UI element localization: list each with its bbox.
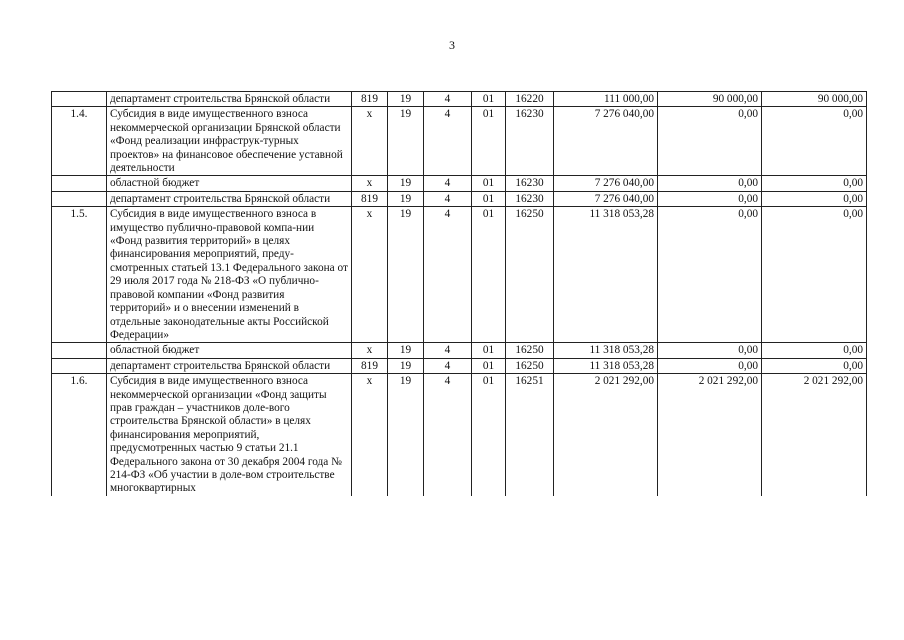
amount-year-1: 7 276 040,00 [554, 191, 658, 206]
grbs-code: 819 [352, 92, 388, 107]
direction-code: 16220 [506, 92, 554, 107]
table-row [52, 191, 867, 206]
event-code: 01 [472, 92, 506, 107]
amount-year-1: 7 276 040,00 [554, 107, 658, 176]
subprogram-code: 4 [424, 358, 472, 373]
row-name: департамент строительства Брянской области [107, 358, 352, 373]
event-code: 01 [472, 358, 506, 373]
row-name: Субсидия в виде имущественного взноса некоммерческой организации «Фонд защиты прав граждан – участников доле-вого строительства Брянской области» в целях финансирования мероприятий, предусмотренных частью 9 статьи 21.1 Федерального закона от 30 декабря 2004 года № 214-ФЗ «Об участии в доле-вом строительстве многоквартирных [107, 374, 352, 496]
grbs-code: 819 [352, 191, 388, 206]
row-name: областной бюджет [107, 343, 352, 358]
grbs-code: х [352, 107, 388, 176]
amount-year-3: 0,00 [762, 176, 867, 191]
program-code: 19 [388, 92, 424, 107]
row-number [52, 92, 107, 107]
amount-year-1: 11 318 053,28 [554, 358, 658, 373]
row-name: Субсидия в виде имущественного взноса в имущество публично-правовой компа-нии «Фонд развития территорий» в целях финансирования мероприятий, преду-смотренных статьей 13.1 Федерального закона от 29 июля 2017 года № 218-ФЗ «О публично-правовой компании «Фонд развития территорий» и о внесении изменений в отдельные законодательные акты Российской Федерации» [107, 207, 352, 343]
table-row [52, 374, 867, 496]
event-code: 01 [472, 207, 506, 343]
program-code: 19 [388, 358, 424, 373]
amount-year-3: 2 021 292,00 [762, 374, 867, 496]
amount-year-2: 90 000,00 [658, 92, 762, 107]
table-row [52, 207, 867, 343]
event-code: 01 [472, 176, 506, 191]
direction-code: 16230 [506, 107, 554, 176]
row-name: департамент строительства Брянской области [107, 191, 352, 206]
subprogram-code: 4 [424, 191, 472, 206]
table-row [52, 107, 867, 176]
grbs-code: х [352, 207, 388, 343]
page-number: 3 [449, 38, 455, 52]
table-row [52, 343, 867, 358]
direction-code: 16250 [506, 358, 554, 373]
program-code: 19 [388, 207, 424, 343]
row-number [52, 191, 107, 206]
direction-code: 16250 [506, 207, 554, 343]
amount-year-1: 2 021 292,00 [554, 374, 658, 496]
event-code: 01 [472, 107, 506, 176]
subprogram-code: 4 [424, 343, 472, 358]
budget-table [51, 91, 867, 496]
amount-year-2: 0,00 [658, 343, 762, 358]
amount-year-2: 0,00 [658, 358, 762, 373]
row-name: областной бюджет [107, 176, 352, 191]
row-number [52, 343, 107, 358]
amount-year-2: 0,00 [658, 176, 762, 191]
row-name: Субсидия в виде имущественного взноса некоммерческой организации Брянской области «Фонд реализации инфраструк-турных проектов» на финансовое обеспечение уставной деятельности [107, 107, 352, 176]
row-number [52, 358, 107, 373]
row-number: 1.6. [52, 374, 107, 496]
amount-year-1: 11 318 053,28 [554, 343, 658, 358]
table-row [52, 358, 867, 373]
amount-year-2: 0,00 [658, 107, 762, 176]
amount-year-3: 0,00 [762, 107, 867, 176]
direction-code: 16230 [506, 176, 554, 191]
program-code: 19 [388, 343, 424, 358]
subprogram-code: 4 [424, 176, 472, 191]
subprogram-code: 4 [424, 207, 472, 343]
direction-code: 16251 [506, 374, 554, 496]
row-name: департамент строительства Брянской области [107, 92, 352, 107]
grbs-code: х [352, 343, 388, 358]
amount-year-3: 0,00 [762, 191, 867, 206]
row-number: 1.5. [52, 207, 107, 343]
table-row [52, 176, 867, 191]
amount-year-2: 0,00 [658, 191, 762, 206]
amount-year-3: 0,00 [762, 343, 867, 358]
direction-code: 16250 [506, 343, 554, 358]
amount-year-1: 111 000,00 [554, 92, 658, 107]
amount-year-2: 0,00 [658, 207, 762, 343]
amount-year-3: 0,00 [762, 207, 867, 343]
amount-year-3: 90 000,00 [762, 92, 867, 107]
subprogram-code: 4 [424, 107, 472, 176]
event-code: 01 [472, 374, 506, 496]
grbs-code: х [352, 176, 388, 191]
program-code: 19 [388, 191, 424, 206]
event-code: 01 [472, 191, 506, 206]
amount-year-2: 2 021 292,00 [658, 374, 762, 496]
program-code: 19 [388, 107, 424, 176]
program-code: 19 [388, 374, 424, 496]
grbs-code: х [352, 374, 388, 496]
program-code: 19 [388, 176, 424, 191]
grbs-code: 819 [352, 358, 388, 373]
row-number [52, 176, 107, 191]
subprogram-code: 4 [424, 374, 472, 496]
row-number: 1.4. [52, 107, 107, 176]
event-code: 01 [472, 343, 506, 358]
direction-code: 16230 [506, 191, 554, 206]
amount-year-3: 0,00 [762, 358, 867, 373]
table-row [52, 92, 867, 107]
subprogram-code: 4 [424, 92, 472, 107]
amount-year-1: 7 276 040,00 [554, 176, 658, 191]
amount-year-1: 11 318 053,28 [554, 207, 658, 343]
